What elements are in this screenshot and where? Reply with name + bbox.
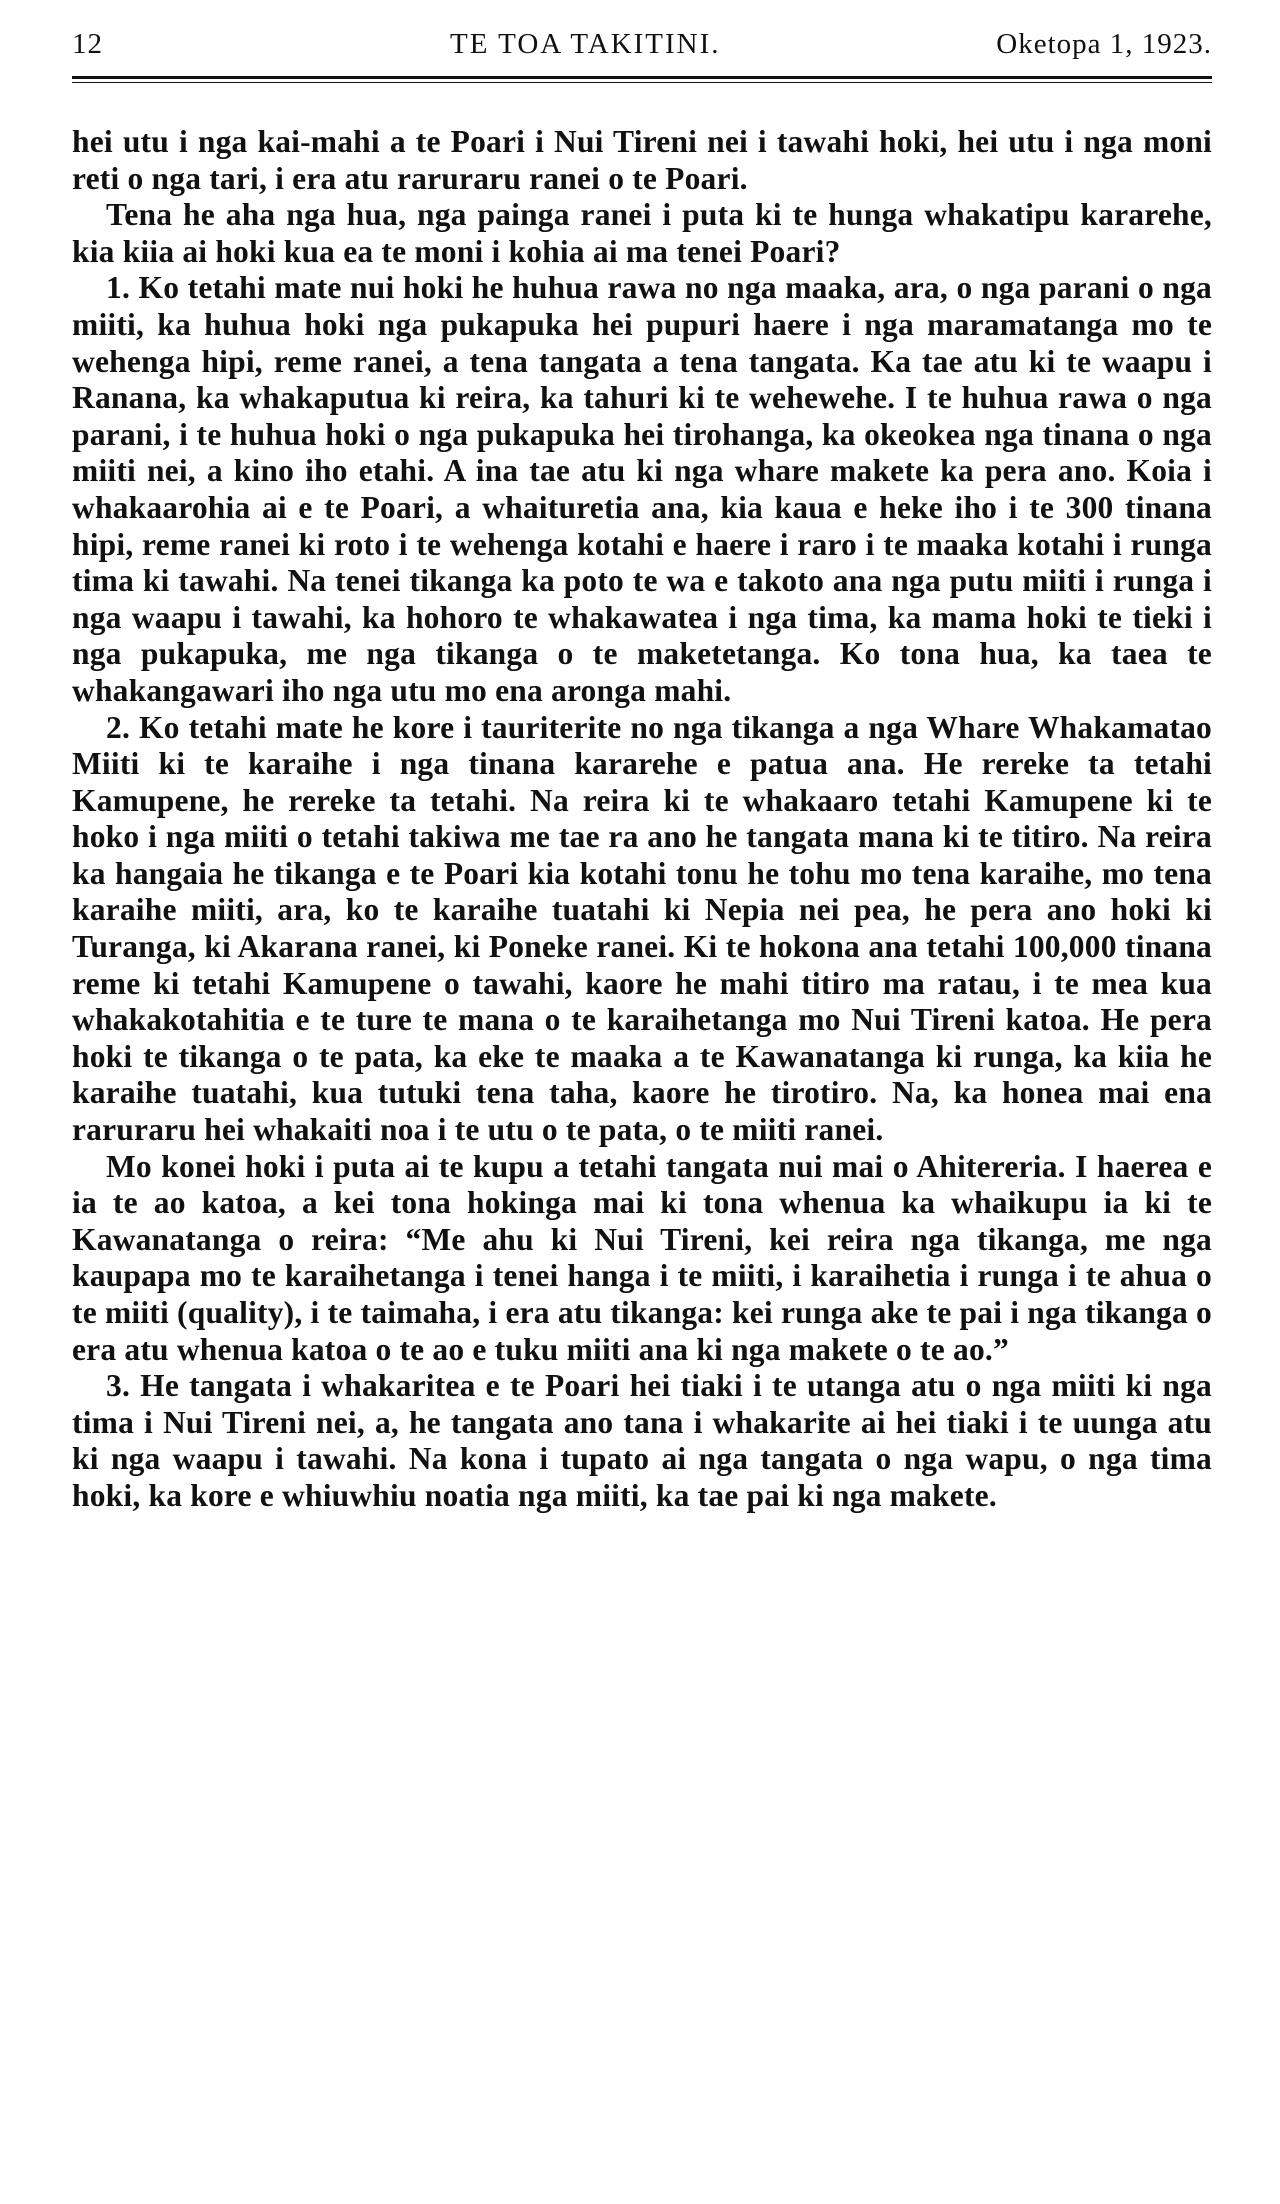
magazine-page — [72, 28, 1212, 1513]
paragraph-point-3: 3. He tangata i whakaritea e te Poari hei tiaki i te utanga atu o nga miiti ki nga tima i Nui Tireni nei, a, he tangata ano tana i whakarite ai hei tiaki i te uunga atu ki nga waapu i tawahi. Na kona i tupato ai nga tangata o nga wapu, o nga tima hoki, ka kore e whiuwhiu noatia nga miiti, ka tae pai ki nga makete. — [72, 1368, 1212, 1513]
paragraph-point-1: 1. Ko tetahi mate nui hoki he huhua rawa no nga maaka, ara, o nga parani o nga miiti, ka huhua hoki nga pukapuka hei pupuri haere i nga maramatanga mo te wehenga hipi, reme ranei, a tena tangata a tena tangata. Ka tae atu ki te waapu i Ranana, ka whakaputua ki reira, ka tahuri ki te wehewehe. I te huhua rawa o nga parani, i te huhua hoki o nga pukapuka hei tirohanga, ka okeokea nga tinana o nga miiti nei, a kino iho etahi. A ina tae atu ki nga whare makete ka pera ano. Koia i whakaarohia ai e te Poari, a whaituretia ana, kia kaua e heke iho i te 300 tinana hipi, reme ranei ki roto i te wehenga kotahi e haere i raro i te maaka kotahi i runga tima ki tawahi. Na tenei tikanga ka poto te wa e takoto ana nga putu miiti i runga i nga waapu i tawahi, ka hohoro te whakawatea i nga tima, ka mama hoki te tieki i nga pukapuka, me nga tikanga o te maketetanga. Ko tona hua, ka taea te whakangawari iho nga utu mo ena aronga mahi. — [72, 270, 1212, 708]
issue-date: Oketopa 1, 1923. — [996, 28, 1212, 60]
page-number: 12 — [72, 28, 103, 60]
header-rule-thin — [72, 82, 1212, 83]
paragraph-quote: Mo konei hoki i puta ai te kupu a tetahi tangata nui mai o Ahitereria. I haerea e ia te ao katoa, a kei tona hokinga mai ki tona whenua ka whaikupu ia ki te Kawanatanga o reira: “Me ahu ki Nui Tireni, kei reira nga tikanga, me nga kaupapa mo te karaihetanga i tenei hanga i te miiti, i karaihetia i runga i te ahua o te miiti (quality), i te taimaha, i era atu tikanga: kei runga ake te pai i nga tikanga o era atu whenua katoa o te ao e tuku miiti ana ki nga makete o te ao.” — [72, 1148, 1212, 1367]
page-header — [72, 28, 1212, 78]
paragraph-point-2: 2. Ko tetahi mate he kore i tauriterite no nga tikanga a nga Whare Whakamatao Miiti ki te karaihe i nga tinana kararehe e patua ana. He rereke ta tetahi Kamupene, he rereke ta tetahi. Na reira ki te whakaaro tetahi Kamupene ki te hoko i nga miiti o tetahi takiwa me tae ra ano he tangata mana ki te titiro. Na reira ka hangaia he tikanga e te Poari kia kotahi tonu he tohu mo tena karaihe, mo tena karaihe miiti, ara, ko te karaihe tuatahi ki Nepia nei pea, he pera ano hoki ki Turanga, ki Akarana ranei, ki Poneke ranei. Ki te hokona ana tetahi 100,000 tinana reme ki tetahi Kamupene o tawahi, kaore he mahi titiro ma ratau, i te mea kua whakakotahitia e te ture te mana o te karaihetanga mo Nui Tireni katoa. He pera hoki te tikanga o te pata, ka eke te maaka a te Kawanatanga ki runga, ka kiia he karaihe tuatahi, kua tutuki tena taha, kaore he tirotiro. Na, ka honea mai ena raruraru hei whakaiti noa i te utu o te pata, o te miiti ranei. — [72, 709, 1212, 1148]
article-body — [72, 124, 1212, 1515]
paragraph-continued: hei utu i nga kai-mahi a te Poari i Nui Tireni nei i tawahi hoki, hei utu i nga moni reti o nga tari, i era atu raruraru ranei o te Poari. — [72, 124, 1212, 196]
paragraph-question: Tena he aha nga hua, nga painga ranei i puta ki te hunga whakatipu kararehe, kia kiia ai hoki kua ea te moni i kohia ai ma tenei Poari? — [72, 197, 1212, 269]
header-rule — [72, 76, 1212, 79]
publication-title: TE TOA TAKITINI. — [450, 28, 721, 60]
